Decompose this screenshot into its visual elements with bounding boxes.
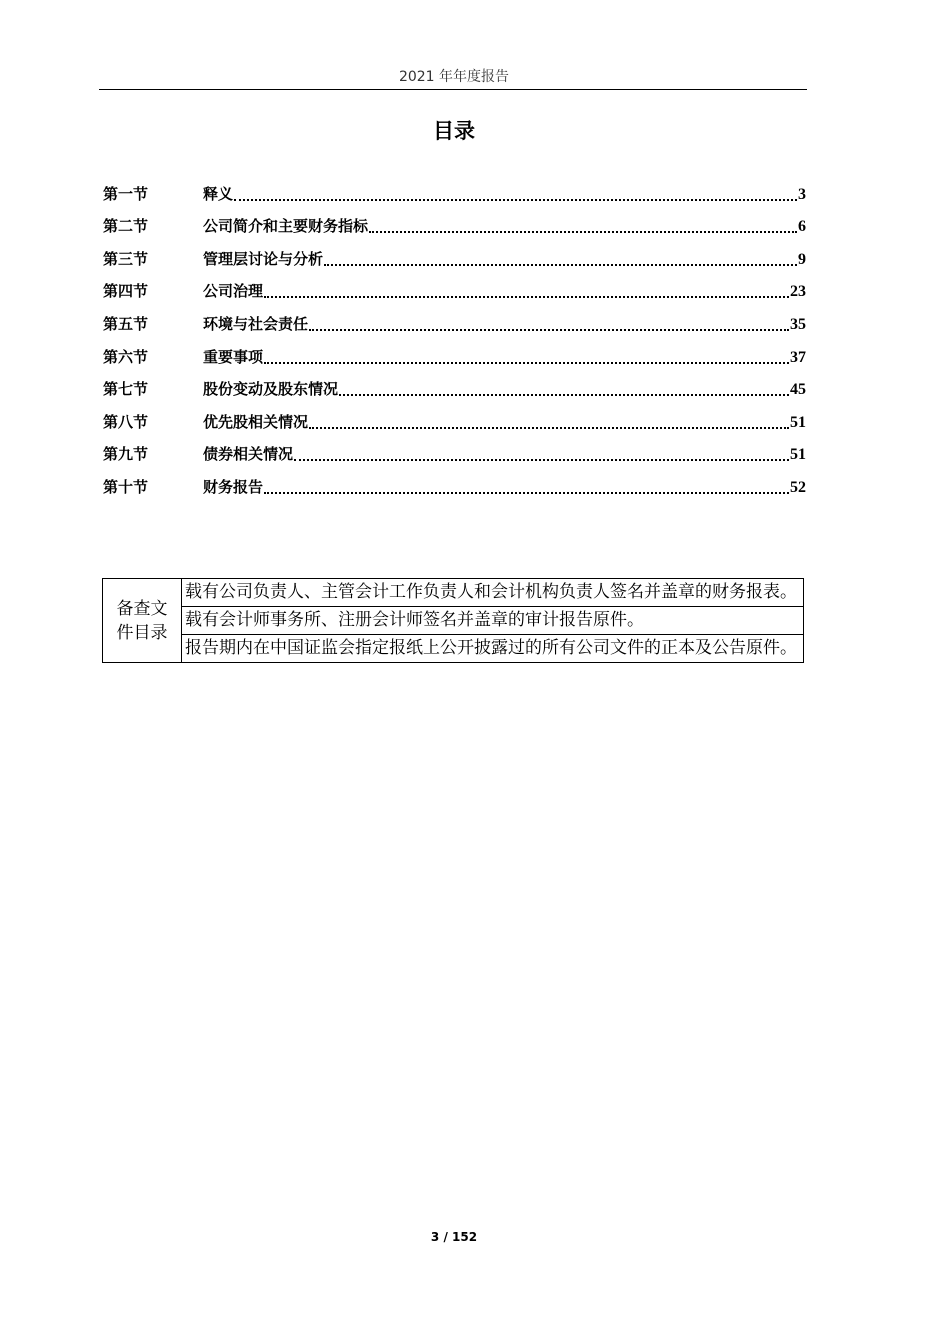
toc-page-number: 52 [790,478,806,496]
toc-section-name: 优先股相关情况 [203,412,309,431]
toc-section-number: 第十节 [103,477,149,496]
toc-section-number: 第七节 [103,380,149,399]
toc-entry[interactable] [103,399,806,432]
toc-page-number: 3 [798,185,806,203]
toc-section-number: 第八节 [103,412,149,431]
toc-entry[interactable] [103,301,806,334]
reference-document-item: 报告期内在中国证监会指定报纸上公开披露过的所有公司文件的正本及公告原件。 [182,635,804,663]
report-header-title: 2021 年年度报告 [398,69,510,85]
toc-section-name: 公司治理 [203,282,264,301]
toc-dot-leader [339,394,789,396]
toc-dot-leader [264,492,789,494]
toc-section-number: 第一节 [103,184,149,203]
toc-section-number: 第三节 [103,249,149,268]
toc-dot-leader [294,459,789,461]
toc-section-name: 环境与社会责任 [203,314,309,333]
toc-entry[interactable] [103,334,806,367]
toc-page-number: 51 [790,413,806,431]
toc-section-number: 第九节 [103,445,149,464]
reference-document-item: 载有会计师事务所、注册会计师签名并盖章的审计报告原件。 [182,607,804,635]
toc-entry[interactable] [103,269,806,302]
table-row [103,635,804,663]
toc-entry[interactable] [103,236,806,269]
toc-dot-leader [369,231,797,233]
toc-title: 目录 [433,119,475,143]
toc-dot-leader [309,329,789,331]
toc-section-name: 管理层讨论与分析 [203,249,324,268]
toc-dot-leader [234,199,797,201]
toc-page-number: 35 [790,315,806,333]
toc-section-name: 财务报告 [203,477,264,496]
toc-section-name: 公司简介和主要财务指标 [203,217,369,236]
toc-section-number: 第二节 [103,217,149,236]
toc-section-name: 重要事项 [203,347,264,366]
toc-dot-leader [324,264,797,266]
toc-section-name: 股份变动及股东情况 [203,380,339,399]
toc-page-number: 51 [790,446,806,464]
toc-entry[interactable] [103,432,806,465]
toc-dot-leader [264,296,789,298]
reference-documents-table [102,578,804,663]
toc-section-number: 第四节 [103,282,149,301]
label-line: 备查文 [116,598,168,619]
table-row [103,607,804,635]
toc-section-number: 第五节 [103,314,149,333]
toc-page-number: 6 [798,218,806,236]
page-number: 3 / 152 [430,1230,478,1244]
toc-dot-leader [309,427,789,429]
table-row [103,579,804,607]
toc-entry[interactable] [103,171,806,204]
header-divider [99,89,807,90]
reference-documents-label [103,579,182,663]
toc-section-name: 债券相关情况 [203,445,294,464]
toc-entry[interactable] [103,204,806,237]
toc-dot-leader [264,362,789,364]
toc-page-number: 45 [790,381,806,399]
toc-entry[interactable] [103,367,806,400]
toc-entry[interactable] [103,464,806,497]
toc-page-number: 23 [790,283,806,301]
label-line: 件目录 [116,622,168,643]
toc-page-number: 37 [790,348,806,366]
toc-page-number: 9 [798,250,806,268]
toc-section-name: 释义 [203,184,234,203]
table-of-contents [103,171,806,497]
toc-section-number: 第六节 [103,347,149,366]
reference-document-item: 载有公司负责人、主管会计工作负责人和会计机构负责人签名并盖章的财务报表。 [182,579,804,607]
